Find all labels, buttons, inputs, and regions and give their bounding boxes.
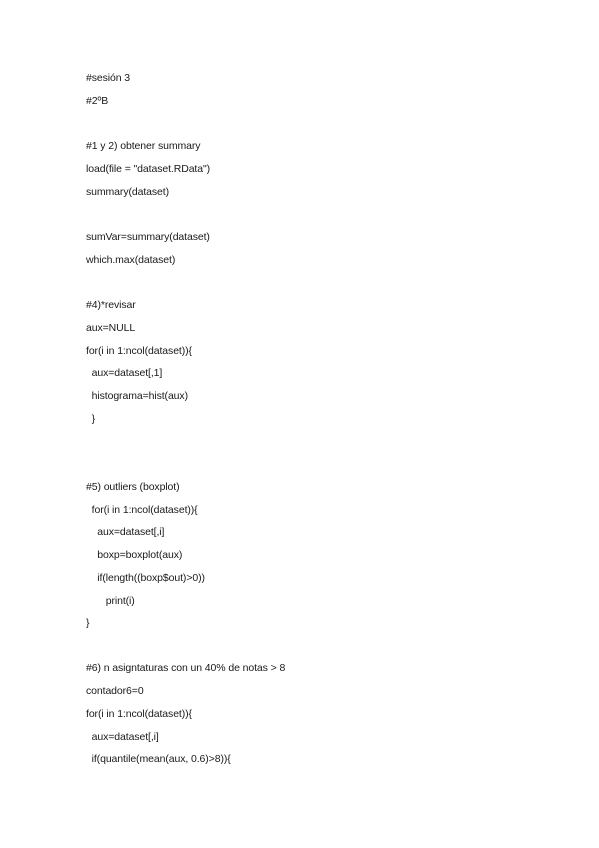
text-line: #1 y 2) obtener summary [86,140,201,152]
text-line: aux=dataset[,i] [86,526,165,538]
text-line: for(i in 1:ncol(dataset)){ [86,708,192,720]
text-line: #4)*revisar [86,299,136,311]
text-line: aux=NULL [86,322,136,334]
text-line: boxp=boxplot(aux) [86,549,183,561]
text-line: aux=dataset[,i] [86,731,159,743]
text-line: if(quantile(mean(aux, 0.6)>8)){ [86,753,231,765]
text-line: summary(dataset) [86,186,170,198]
text-line: print(i) [86,595,135,607]
text-line: sumVar=summary(dataset) [86,231,210,243]
text-line: load(file = "dataset.RData") [86,163,211,175]
text-line: } [86,617,90,629]
text-line: #5) outliers (boxplot) [86,481,180,493]
text-line: if(length((boxp$out)>0)) [86,572,205,584]
text-line: contador6=0 [86,685,144,697]
text-line: for(i in 1:ncol(dataset)){ [86,504,198,516]
text-line: #sesión 3 [86,72,131,84]
text-line: aux=dataset[,1] [86,367,163,379]
text-line: } [86,413,96,425]
text-line: #2ºB [86,95,109,107]
text-line: which.max(dataset) [86,254,176,266]
text-line: for(i in 1:ncol(dataset)){ [86,345,192,357]
text-line: histograma=hist(aux) [86,390,188,402]
text-line: #6) n asigntaturas con un 40% de notas > 8 [86,662,286,674]
